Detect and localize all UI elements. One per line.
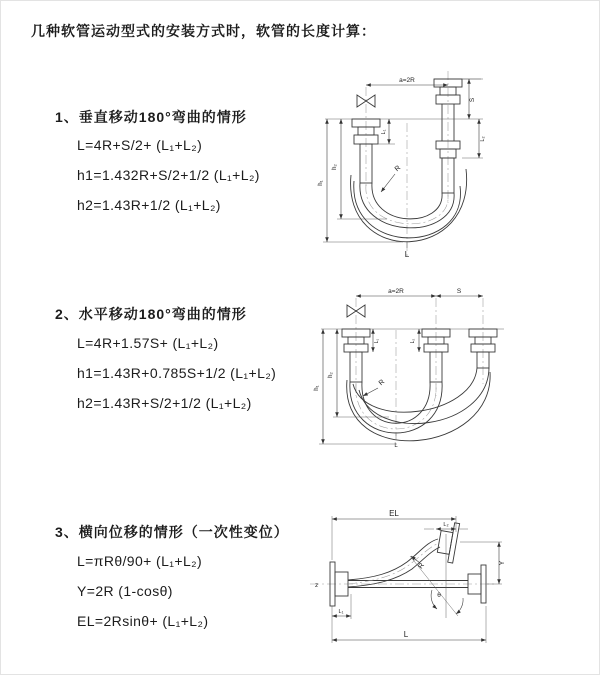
dim-label-L: L xyxy=(403,630,409,639)
section1-formula-h2: h2=1.43R+1/2 (L₁+L₂) xyxy=(77,197,221,213)
diagram-horizontal-180-bend xyxy=(309,284,594,469)
section3-formula-L: L=πRθ/90+ (L₁+L₂) xyxy=(77,553,203,569)
diagram-vertical-180-bend xyxy=(311,71,591,266)
section1-formula-h1: h1=1.432R+S/2+1/2 (L₁+L₂) xyxy=(77,167,260,183)
dim-label-L: L xyxy=(394,443,398,449)
hose-s-curve xyxy=(348,539,440,587)
section1-heading: 1、垂直移动180°弯曲的情形 xyxy=(55,109,247,125)
dimensions xyxy=(314,329,419,449)
dim-label-L2: L₂ xyxy=(443,522,449,528)
section1-formula-L: L=4R+S/2+ (L₁+L₂) xyxy=(77,137,203,153)
dim-label-S: S xyxy=(456,288,462,295)
dim-label-h1: h₁ xyxy=(314,385,320,391)
dim-label-L2: L₂ xyxy=(410,338,416,344)
dimensions xyxy=(332,509,506,643)
section2-heading: 2、水平移动180°弯曲的情形 xyxy=(55,306,247,322)
dim-label-L1: L₁ xyxy=(381,129,387,135)
dim-label-R: R xyxy=(377,378,387,388)
section2-formula-h2: h2=1.43R+S/2+1/2 (L₁+L₂) xyxy=(77,395,252,411)
dim-label-L1: L₁ xyxy=(338,609,344,615)
dim-label-EL: EL xyxy=(389,509,399,518)
dim-label-h2: h₂ xyxy=(328,372,334,378)
section3-formula-Y: Y=2R (1-cosθ) xyxy=(77,583,173,599)
diagram-lateral-displacement xyxy=(306,506,596,661)
dim-label-a2R: a=2R xyxy=(388,288,404,295)
page-title: 几种软管运动型式的安装方式时，软管的长度计算： xyxy=(31,23,376,39)
section3-formula-EL: EL=2Rsinθ+ (L₁+L₂) xyxy=(77,613,209,629)
dim-label-R: R xyxy=(417,562,427,571)
top-dimensions xyxy=(356,288,483,296)
dim-label-L2: L₂ xyxy=(480,136,486,142)
section2-formula-h1: h1=1.43R+0.785S+1/2 (L₁+L₂) xyxy=(77,365,277,381)
right-pipe-fitting xyxy=(434,79,483,193)
dim-label-L1: L₁ xyxy=(374,338,380,344)
dim-label-h2: h₂ xyxy=(332,164,338,170)
hose-u-bend xyxy=(351,169,467,242)
dim-label-h1: h₁ xyxy=(318,180,324,186)
centerline-z-mark: z xyxy=(315,582,319,589)
section3-heading: 3、横向位移的情形（一次性变位） xyxy=(55,524,289,540)
centerlines xyxy=(356,298,483,436)
dim-label-theta: θ xyxy=(437,592,441,599)
dim-label-R: R xyxy=(393,164,403,174)
dim-label-a2R: a=2R xyxy=(399,77,415,84)
dim-label-Y: Y xyxy=(499,560,506,566)
dim-label-L: L xyxy=(404,250,410,259)
dim-label-S: S xyxy=(469,97,476,103)
section2-formula-L: L=4R+1.57S+ (L₁+L₂) xyxy=(77,335,219,351)
dimensions xyxy=(318,77,486,259)
hose-u-bends xyxy=(347,368,490,441)
